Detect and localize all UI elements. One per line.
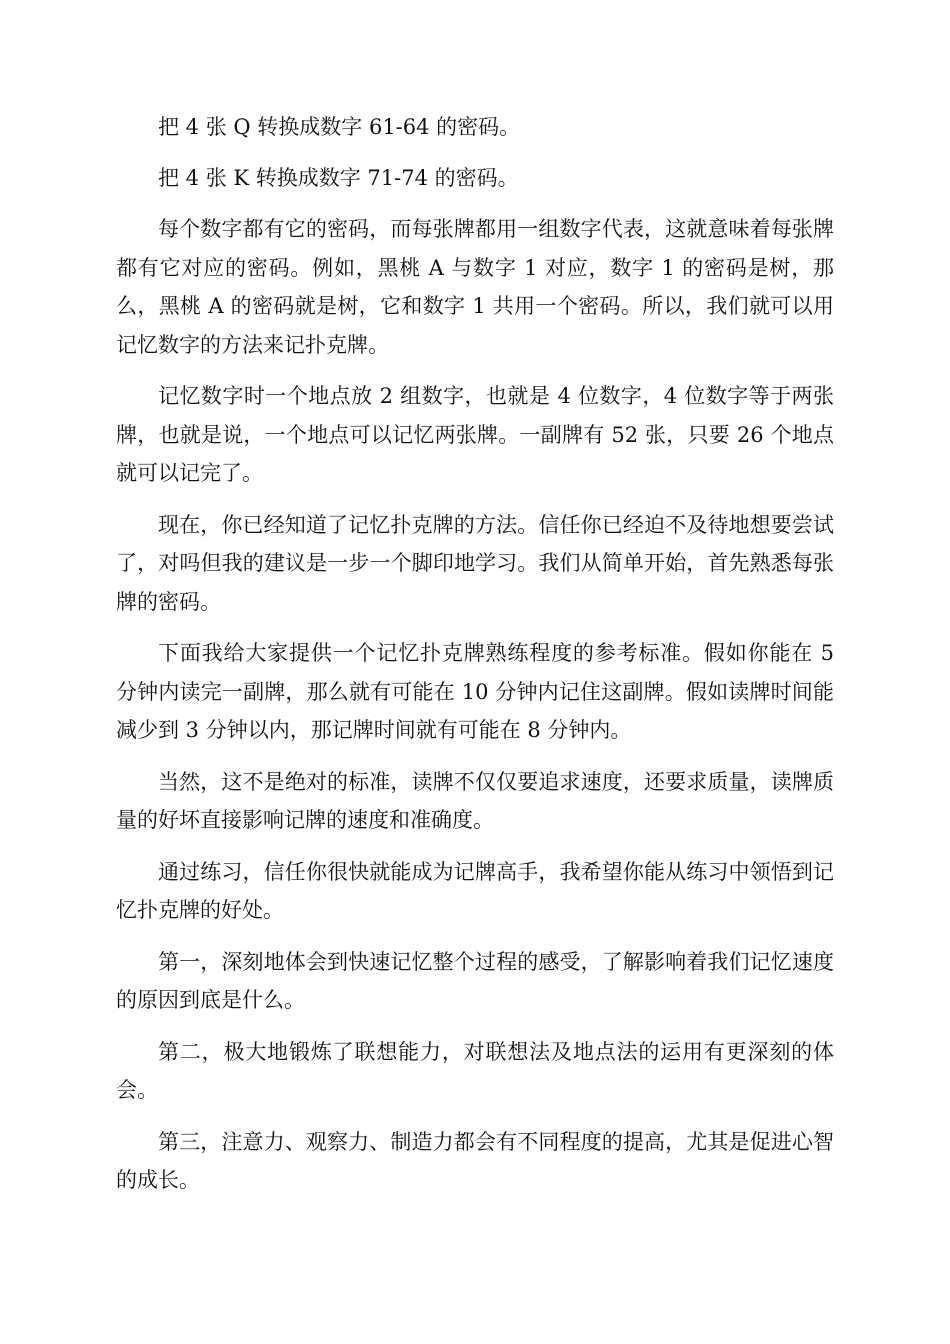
- document-body: [116, 108, 834, 1200]
- paragraph: 通过练习，信任你很快就能成为记牌高手，我希望你能从练习中领悟到记忆扑克牌的好处。: [116, 859, 834, 922]
- paragraph: 第二，极大地锻炼了联想能力，对联想法及地点法的运用有更深刻的体会。: [116, 1039, 834, 1102]
- paragraph: 把 4 张 Q 转换成数字 61-64 的密码。: [158, 115, 521, 139]
- paragraph: 第三，注意力、观察力、制造力都会有不同程度的提高，尤其是促进心智的成长。: [116, 1129, 834, 1192]
- paragraph: 下面我给大家提供一个记忆扑克牌熟练程度的参考标准。假如你能在 5 分钟内读完一副牌，那么就有可能在 10 分钟内记住这副牌。假如读牌时间能减少到 3 分钟以内，那记牌时间就有可能在 8 分钟内。: [116, 641, 834, 742]
- paragraph: 记忆数字时一个地点放 2 组数字，也就是 4 位数字，4 位数字等于两张牌，也就是说，一个地点可以记忆两张牌。一副牌有 52 张，只要 26 个地点就可以记完了。: [116, 384, 834, 485]
- paragraph: 第一，深刻地体会到快速记忆整个过程的感受，了解影响着我们记忆速度的原因到底是什么。: [116, 949, 834, 1012]
- paragraph: 把 4 张 K 转换成数字 71-74 的密码。: [158, 165, 519, 190]
- paragraph: 当然，这不是绝对的标准，读牌不仅仅要追求速度，还要求质量，读牌质量的好坏直接影响记牌的速度和准确度。: [116, 769, 834, 832]
- paragraph: 现在，你已经知道了记忆扑克牌的方法。信任你已经迫不及待地想要尝试了，对吗但我的建议是一步一个脚印地学习。我们从简单开始，首先熟悉每张牌的密码。: [116, 512, 834, 614]
- paragraph: 每个数字都有它的密码，而每张牌都用一组数字代表，这就意味着每张牌都有它对应的密码。例如，黑桃 A 与数字 1 对应，数字 1 的密码是树，那么，黑桃 A 的密码就是树，它和数字 1 共用一个密码。所以，我们就可以用记忆数字的方法来记扑克牌。: [116, 217, 834, 357]
